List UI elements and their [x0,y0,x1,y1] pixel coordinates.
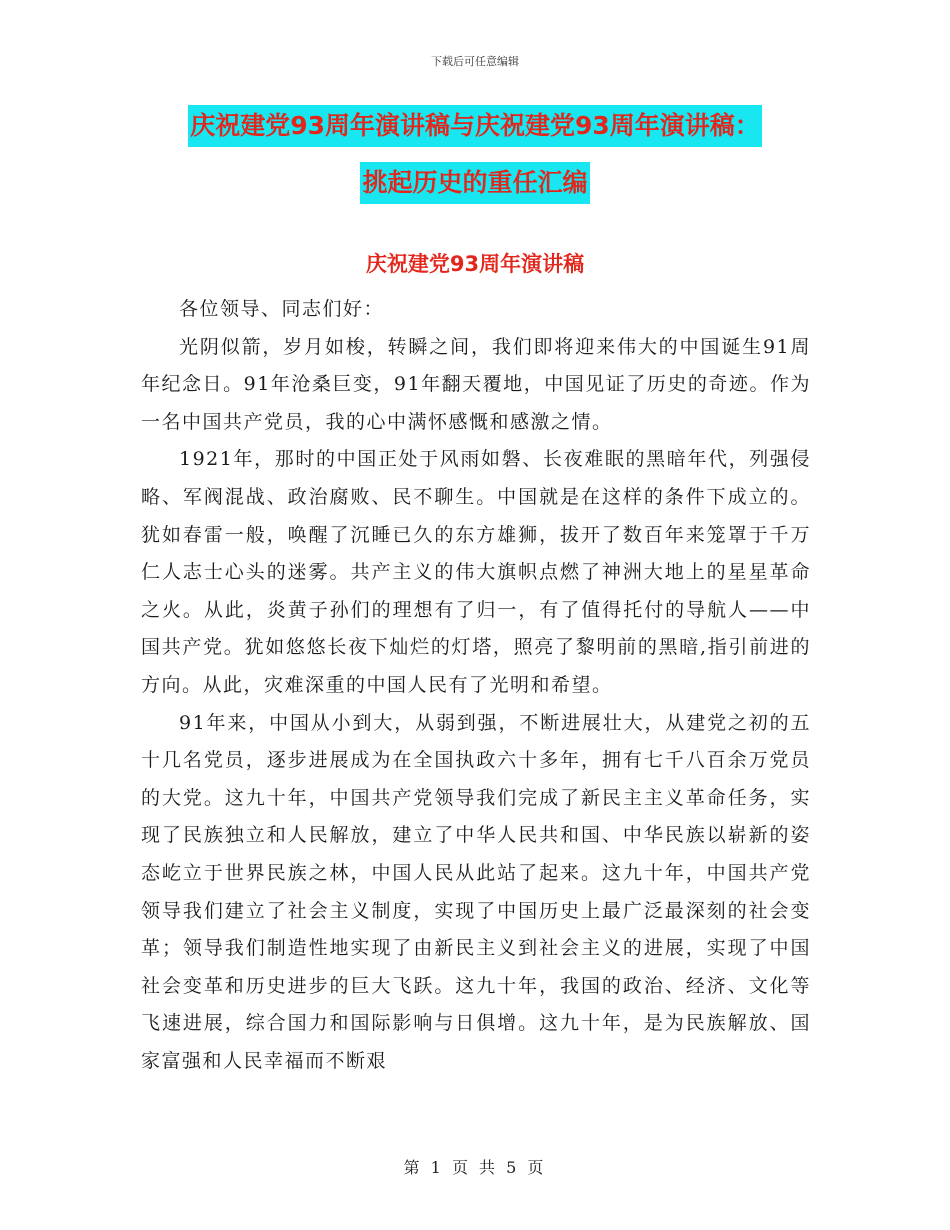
paragraph-salutation: 各位领导、同志们好： [179,298,385,320]
title-line-1: 庆祝建党93周年演讲稿与庆祝建党93周年演讲稿： [188,105,762,147]
document-title [0,105,950,204]
document-body [141,291,811,1080]
paragraph: 1921年，那时的中国正处于风雨如磐、长夜难眠的黑暗年代，列强侵略、军阀混战、政治腐败、民不聊生。中国就是在这样的条件下成立的。犹如春雷一般，唤醒了沉睡已久的东方雄狮，拔开了数百年来笼罩于千万仁人志士心头的迷雾。共产主义的伟大旗帜点燃了神洲大地上的星星革命之火。从此，炎黄子孙们的理想有了归一，有了值得托付的导航人——中国共产党。犹如悠悠长夜下灿烂的灯塔，照亮了黎明前的黑暗,指引前进的方向。从此，灾难深重的中国人民有了光明和希望。 [141,448,811,696]
title-line-2: 挑起历史的重任汇编 [360,162,589,204]
section-title: 庆祝建党93周年演讲稿 [365,252,585,276]
paragraph: 91年来，中国从小到大，从弱到强，不断进展壮大，从建党之初的五十几名党员，逐步进展成为在全国执政六十多年，拥有七千八百余万党员的大党。这九十年，中国共产党领导我们完成了新民主主义革命任务，实现了民族独立和人民解放，建立了中华人民共和国、中华民族以崭新的姿态屹立于世界民族之林，中国人民从此站了起来。这九十年，中国共产党领导我们建立了社会主义制度，实现了中国历史上最广泛最深刻的社会变革；领导我们制造性地实现了由新民主义到社会主义的进展，实现了中国社会变革和历史进步的巨大飞跃。这九十年，我国的政治、经济、文化等飞速进展，综合国力和国际影响与日俱增。这九十年，是为民族解放、国家富强和人民幸福而不断艰 [141,711,811,1072]
paragraph: 光阴似箭，岁月如梭，转瞬之间，我们即将迎来伟大的中国诞生91周年纪念日。91年沧桑巨变，91年翻天覆地，中国见证了历史的奇迹。作为一名中国共产党员，我的心中满怀感慨和感激之情。 [141,335,811,433]
page-footer: 第 1 页 共 5 页 [403,1158,547,1177]
header-note: 下载后可任意编辑 [431,55,519,68]
